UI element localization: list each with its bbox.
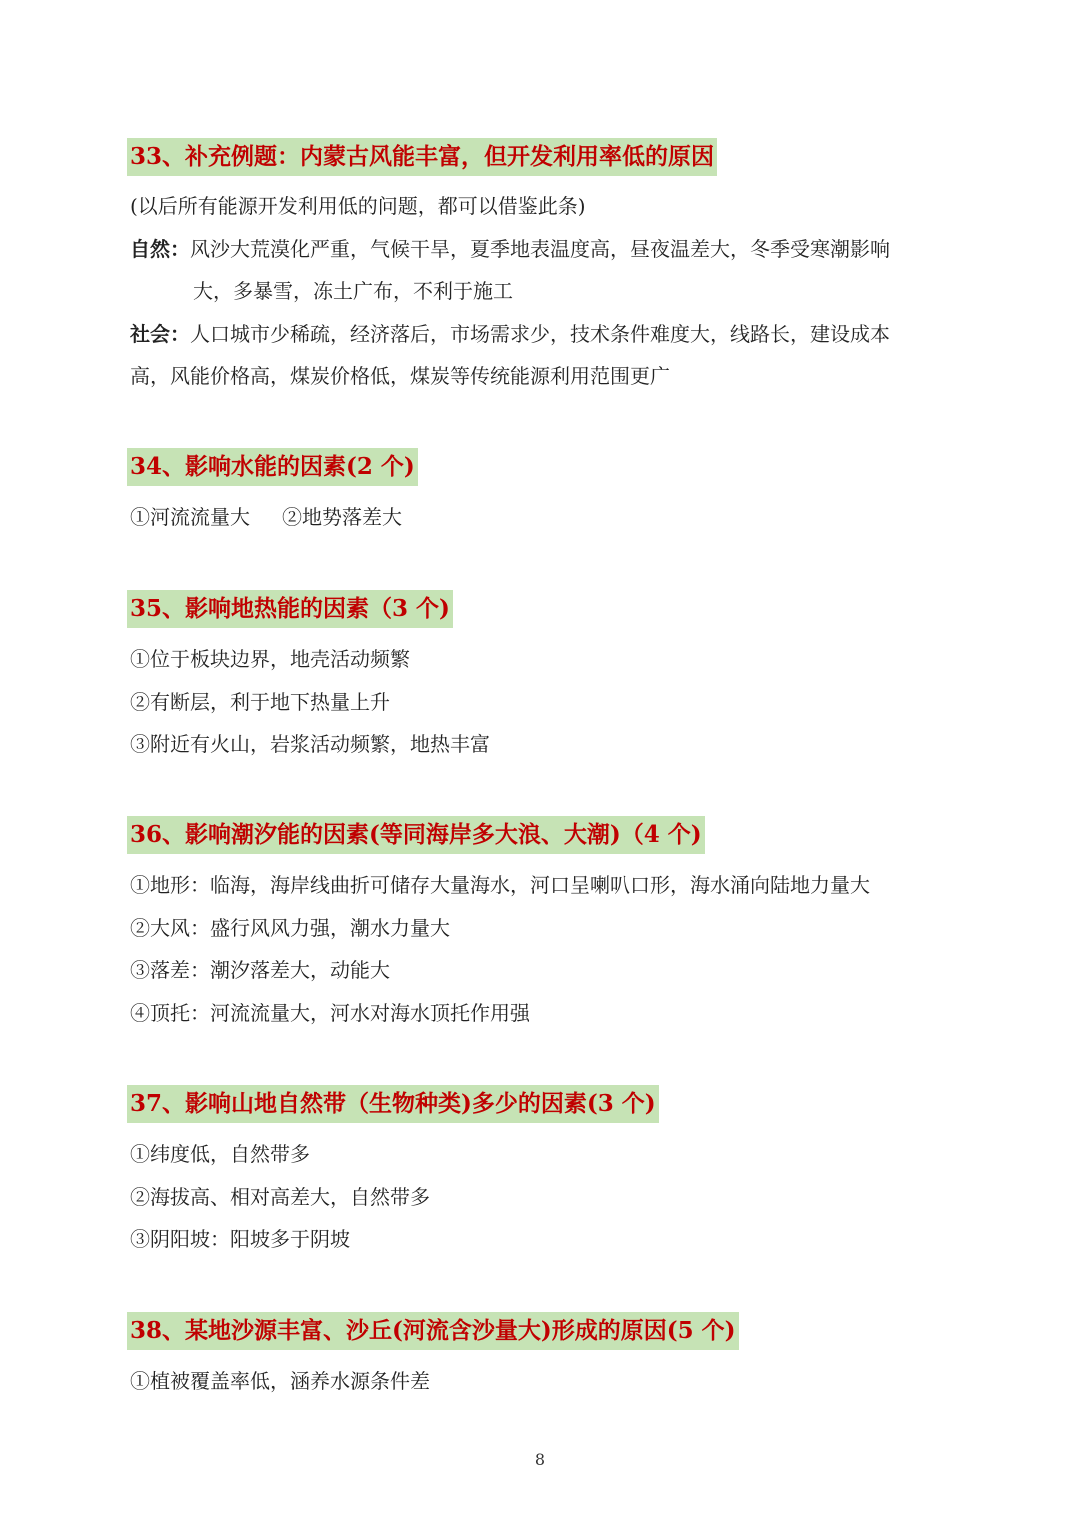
list-item: ②大风：盛行风风力强，潮水力量大 [130,916,450,940]
society-label: 社会： [130,322,190,346]
section-37-heading: 37、影响山地自然带（生物种类)多少的因素(3 个) [127,1085,659,1123]
list-item: ①位于板块边界，地壳活动频繁 [130,647,410,671]
section-33-society-line1 [130,320,890,348]
list-item: ②地势落差大 [282,505,402,529]
section-38-heading: 38、某地沙源丰富、沙丘(河流含沙量大)形成的原因(5 个) [127,1312,739,1350]
section-36-heading: 36、影响潮汐能的因素(等同海岸多大浪、大潮)（4 个) [127,816,705,854]
section-34-heading: 34、影响水能的因素(2 个) [127,448,418,486]
list-item: ③附近有火山，岩浆活动频繁，地热丰富 [130,732,490,756]
section-33-note: (以后所有能源开发利用低的问题，都可以借鉴此条) [130,194,586,218]
section-33-society-line2: 高，风能价格高，煤炭价格低，煤炭等传统能源利用范围更广 [130,364,670,388]
society-text-1: 人口城市少稀疏，经济落后，市场需求少，技术条件难度大，线路长，建设成本 [190,322,890,346]
nature-text-1: 风沙大荒漠化严重，气候干旱，夏季地表温度高，昼夜温差大，冬季受寒潮影响 [190,237,890,261]
list-item: ①植被覆盖率低，涵养水源条件差 [130,1369,430,1393]
page-number: 8 [534,1450,546,1469]
list-item: ②海拔高、相对高差大，自然带多 [130,1185,430,1209]
list-item: ③阴阳坡：阳坡多于阴坡 [130,1227,350,1251]
list-item: ①纬度低，自然带多 [130,1142,310,1166]
list-item: ②有断层，利于地下热量上升 [130,690,390,714]
list-item: ③落差：潮汐落差大，动能大 [130,958,390,982]
section-35-heading: 35、影响地热能的因素（3 个) [127,590,453,628]
list-item: ①河流流量大 [130,505,250,529]
section-33-heading: 33、补充例题：内蒙古风能丰富，但开发利用率低的原因 [127,138,717,176]
section-33-nature-line2: 大，多暴雪，冻土广布，不利于施工 [193,279,513,303]
section-33-nature-line1 [130,235,890,263]
section-34-items [130,503,402,531]
nature-label: 自然： [130,237,190,261]
list-item: ④顶托：河流流量大，河水对海水顶托作用强 [130,1001,530,1025]
list-item: ①地形：临海，海岸线曲折可储存大量海水，河口呈喇叭口形，海水涌向陆地力量大 [130,873,870,897]
